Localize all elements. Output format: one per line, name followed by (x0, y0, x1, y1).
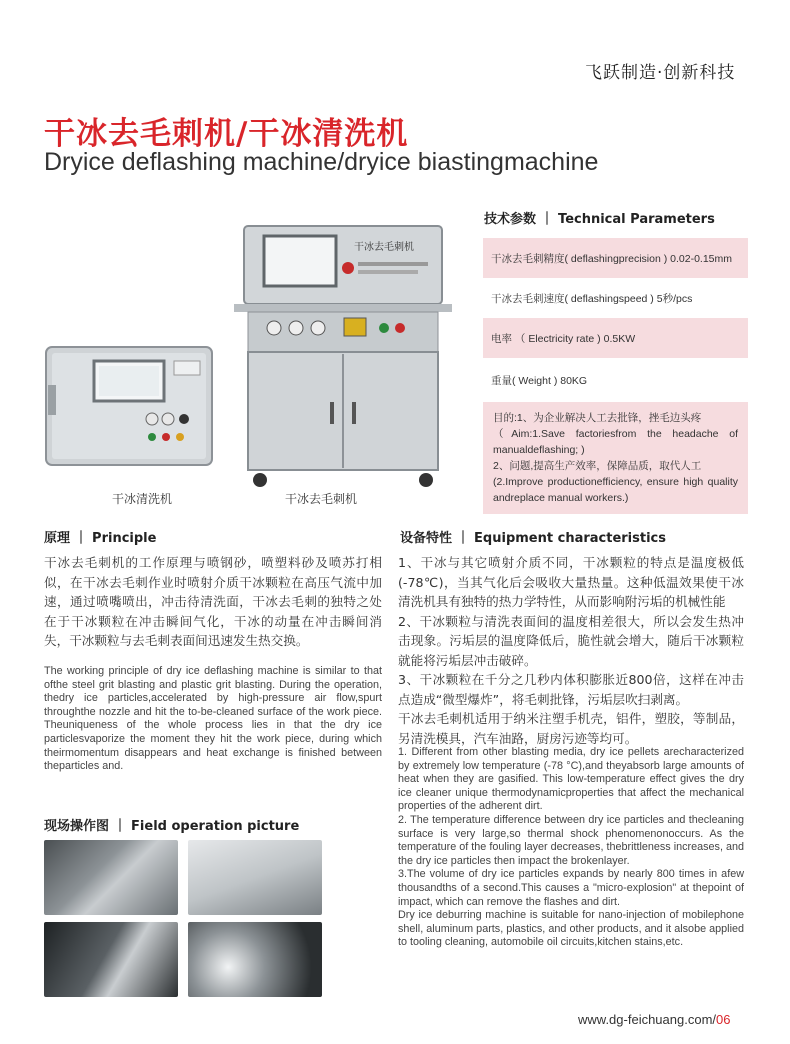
dry-ice-cleaner-image (44, 345, 214, 467)
goal-line: （Aim:1.Save factoriesfrom the headache of manualdeflashing; ) (493, 428, 738, 456)
goal-line: 2、问题,提高生产效率，保障品质，取代人工 (493, 460, 702, 472)
page-title-cn: 干冰去毛刺机/干冰清洗机 (44, 116, 409, 152)
equipment-cn-item: 3、干冰颗粒在千分之几秒内体积膨胀近800倍，这样在冲击点造成“微型爆炸”，将毛刺批锋，污垢层吹扫剥离。 (398, 672, 744, 707)
page-number: 06 (716, 1012, 731, 1027)
field-photo-1 (44, 840, 178, 915)
equipment-heading: 设备特性 ｜ Equipment characteristics (400, 531, 666, 546)
field-photo-3 (44, 922, 178, 997)
dry-ice-deflasher-caption: 干冰去毛刺机 (285, 492, 358, 506)
machine-panel-label: 干冰去毛刺机 (354, 242, 414, 253)
equipment-cn-item: 1、干冰与其它喷射介质不同，干冰颗粒的特点是温度极低(-78℃)，当其气化后会吸收大量热量。这种低温效果使干冰清洗机具有独特的热力学特性，从而影响附污垢的机械性能 (398, 555, 744, 609)
param-row: 电率 （ Electricity rate ) 0.5KW (483, 318, 748, 358)
dry-ice-cleaner-caption: 干冰清洗机 (112, 492, 173, 506)
param-row: 重量( Weight ) 80KG (491, 374, 588, 387)
principle-text-cn: 干冰去毛刺机的工作原理与喷钢砂，喷塑料砂及喷苏打相似，在干冰去毛刺作业时喷射介质干冰颗粒在高压气流中加速，通过喷嘴喷出，冲击待清洗面，干冰去毛刺的独特之处在于干冰颗粒在冲击瞬间气化，干冰的动量在冲击瞬间消失，干冰颗粒与去毛刺表面间迅速发生热交换。 (44, 555, 382, 648)
param-row: 干冰去毛刺速度( deflashingspeed ) 5秒/pcs (491, 292, 693, 305)
equipment-cn-block (398, 553, 744, 748)
equipment-cn-item: 干冰去毛刺机适用于纳米注塑手机壳，铝件，塑胶，等制品，另清洗模具，汽车油路，厨房污迹等均可。 (398, 711, 744, 746)
goal-line: 目的:1、为企业解决人工去批锋，挫毛边头疼 (493, 412, 702, 424)
equipment-en-block (398, 746, 744, 950)
params-table (483, 238, 748, 514)
page-title-en: Dryice deflashing machine/dryice biastingmachine (44, 148, 599, 176)
footer-website: www.dg-feichuang.com/ (578, 1012, 717, 1027)
field-heading: 现场操作图 ｜ Field operation picture (44, 819, 300, 834)
param-goal (483, 402, 748, 514)
principle-heading: 原理 ｜ Principle (44, 531, 157, 546)
footer-url (578, 1012, 730, 1027)
slogan: 飞跃制造·创新科技 (585, 63, 736, 83)
equipment-en-item: 1. Different from other blasting media, dry ice pellets arecharacterized by extremely low temperature (-78 °C),and theyabsorb large amounts of heat when they are gasified. This low-temperature effect gives the dry ice cleaner unique thermodynamicproperties that affect the mechanical properties of the adherent dirt. (398, 746, 744, 813)
principle-text-en: The working principle of dry ice deflashing machine is similar to that ofthe steel grit blasting and plastic grit blasting. During the operation, thedry ice particles,accelerated by high-pressure air flow,spurt throughthe nozzle and hit the to-be-cleaned surface of the work piece. Theuniqueness of the whole process lies in that the dry ice particlesvaporize the moment they hit the work piece, during which theirmomentum disappears and heat exchange is finished between theparticles and. (44, 665, 382, 773)
params-heading: 技术参数 ｜ Technical Parameters (484, 212, 715, 227)
dry-ice-deflasher-image (234, 222, 452, 490)
equipment-en-item: Dry ice deburring machine is suitable for nano-injection of mobilephone shell, aluminum parts, plastics, and other products, and it alsobe applied to tooling cleaning, automobile oil circuits,kitchen stains,etc. (398, 909, 744, 949)
param-row: 干冰去毛刺精度( deflashingprecision ) 0.02-0.15mm (483, 238, 748, 278)
field-photo-4 (188, 922, 322, 997)
goal-line: (2.Improve productionefficiency, ensure high quality andreplace manual workers.) (493, 476, 738, 504)
field-photo-2 (188, 840, 322, 915)
equipment-en-item: 3.The volume of dry ice particles expands by nearly 800 times in afew thousandths of a second.This causes a "micro-explosion" at thepoint of impact, which can remove the flashes and dirt. (398, 868, 744, 908)
equipment-cn-item: 2、干冰颗粒与清洗表面间的温度相差很大，所以会发生热冲击现象。污垢层的温度降低后，脆性就会增大，随后干冰颗粒就能将污垢层冲击破碎。 (398, 613, 744, 668)
equipment-en-item: 2. The temperature difference between dry ice particles and thecleaning surface is very large,so thermal shock phenomenonoccurs. As the temperature of the fouling layer decreases, thebrittleness increases, and the dry ice particles then impact the brokenlayer. (398, 813, 744, 867)
